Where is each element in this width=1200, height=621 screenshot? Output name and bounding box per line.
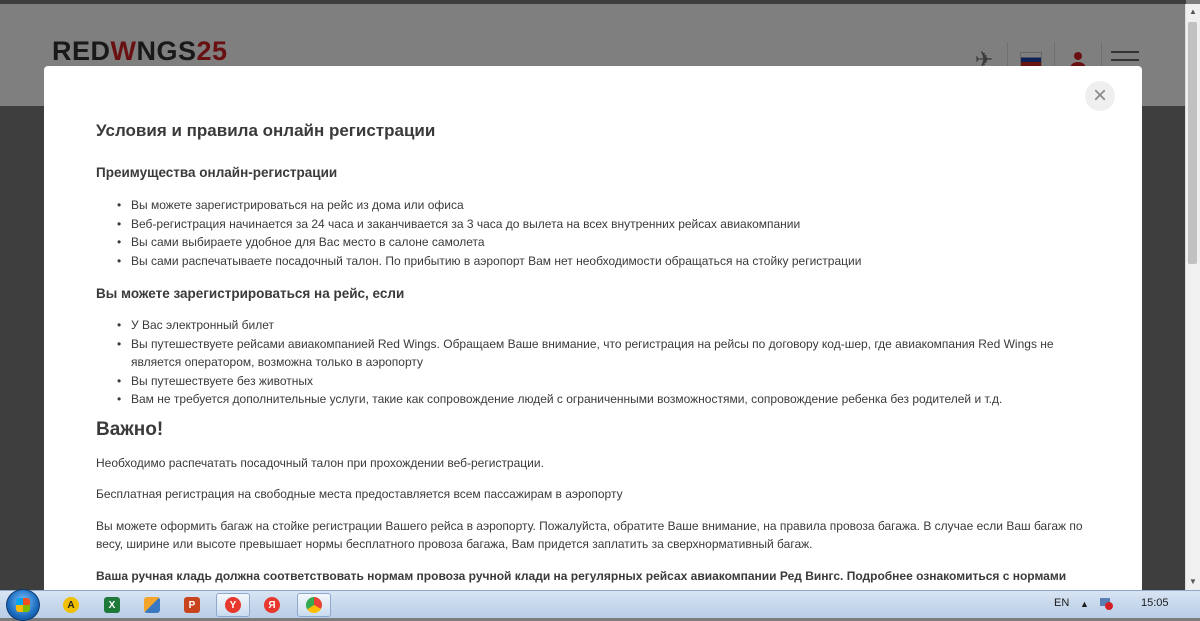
list-item: • У Вас электронный билет (131, 316, 1096, 335)
list-item: • Вы сами распечатываете посадочный талон. По прибытию в аэропорт Вам нет необходимости обращаться на стойку регистрации (131, 252, 1096, 271)
list-item: • Вы путешествуете без животных (131, 372, 1096, 391)
list-item: • Вы путешествуете рейсами авиакомпанией Red Wings. Обращаем Ваше внимание, что регистрация на рейсы по договору код-шер, где авиакомпания Red Wings не является оператором, возможна только в аэропорту (131, 335, 1096, 372)
scroll-thumb[interactable] (1188, 22, 1197, 264)
list-item: • Вам не требуется дополнительные услуги, такие как сопровождение людей с ограниченными возможностями, сопровождение ребенка без родителей и т.д. (131, 390, 1096, 409)
modal-content (96, 120, 1096, 604)
section-heading-conditions: Вы можете зарегистрироваться на рейс, если (96, 286, 405, 301)
powerpoint-icon: P (184, 597, 200, 613)
important-paragraph: Необходимо распечатать посадочный талон при прохождении веб-регистрации. (96, 455, 544, 470)
start-button[interactable] (6, 589, 40, 621)
benefits-list (96, 196, 1096, 270)
section-heading-benefits: Преимущества онлайн-регистрации (96, 165, 338, 180)
checkin-rules-modal (44, 66, 1142, 590)
list-item: • Веб-регистрация начинается за 24 часа и заканчивается за 3 часа до вылета на всех внутренних рейсах авиакомпании (131, 215, 1096, 234)
yandex-icon: Я (264, 597, 280, 613)
show-hidden-icons-icon[interactable]: ▲ (1080, 599, 1089, 609)
important-paragraph: Бесплатная регистрация на свободные места предоставляется всем пассажирам в аэропорту (96, 487, 623, 501)
windows-taskbar (0, 590, 1200, 618)
autocad-icon: A (63, 597, 79, 613)
taskbar-app-yandex-browser[interactable] (216, 593, 250, 617)
scroll-down-arrow-icon[interactable]: ▼ (1189, 577, 1197, 586)
clock[interactable]: 15:05 (1141, 597, 1169, 609)
important-heading: Важно! (96, 418, 164, 440)
list-item: • Вы сами выбираете удобное для Вас место в салоне самолета (131, 233, 1096, 252)
conditions-list (96, 316, 1096, 409)
scroll-up-arrow-icon[interactable]: ▲ (1189, 7, 1197, 16)
yandex-browser-icon: Y (225, 597, 241, 613)
taskbar-app-autocad[interactable] (55, 594, 87, 616)
taskbar-app-photos[interactable] (136, 594, 168, 616)
excel-icon: X (104, 597, 120, 613)
taskbar-app-chrome[interactable] (297, 593, 331, 617)
important-paragraph: Вы можете оформить багаж на стойке регистрации Вашего рейса в аэропорту. Пожалуйста, обратите Ваше внимание, на правила провоза багажа. В случае если Ваш багаж по весу, ширине или высоте превышает нормы бесплатного провоза багажа, Вам придется заплатить за сверхнормативный багаж. (96, 518, 1083, 551)
page-scrollbar[interactable] (1185, 4, 1200, 590)
taskbar-app-yandex[interactable] (256, 594, 288, 616)
photos-icon (144, 597, 160, 613)
hand-luggage-paragraph: Ваша ручная кладь должна соответствовать нормам провоза ручной клади на регулярных рейсах авиакомпании Ред Вингс. Подробнее ознакомиться с нормами (96, 568, 1067, 583)
language-indicator[interactable]: EN (1054, 597, 1070, 609)
taskbar-app-excel[interactable] (96, 594, 128, 616)
modal-title: Условия и правила онлайн регистрации (96, 121, 436, 140)
close-icon[interactable]: × (1085, 81, 1115, 111)
list-item: • Вы можете зарегистрироваться на рейс из дома или офиса (131, 196, 1096, 215)
taskbar-app-powerpoint[interactable] (176, 594, 208, 616)
network-icon[interactable] (1098, 595, 1114, 614)
chrome-icon (306, 597, 322, 613)
